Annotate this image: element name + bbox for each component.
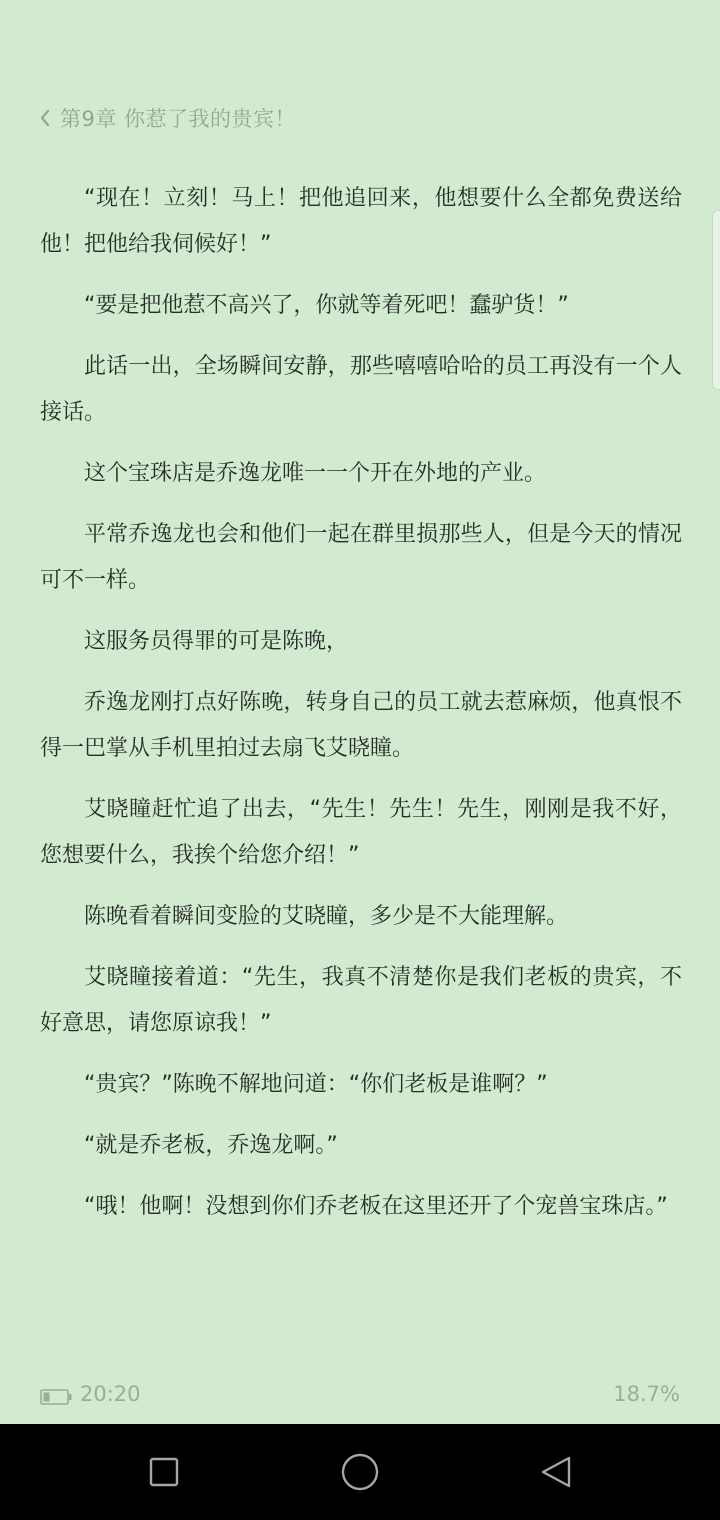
paragraph: 艾晓瞳赶忙追了出去，“先生！先生！先生，刚刚是我不好，您想要什么，我挨个给您介绍！” (40, 797, 682, 868)
chapter-content (40, 176, 682, 1245)
scroll-handle[interactable] (712, 210, 720, 390)
paragraph: 平常乔逸龙也会和他们一起在群里损那些人，但是今天的情况可不一样。 (40, 522, 682, 593)
paragraph: 这个宝珠店是乔逸龙唯一一个开在外地的产业。 (84, 461, 547, 486)
paragraph: 艾晓瞳接着道：“先生，我真不清楚你是我们老板的贵宾，不好意思，请您原谅我！” (40, 965, 682, 1036)
paragraph: 乔逸龙刚打点好陈晚，转身自己的员工就去惹麻烦，他真恨不得一巴掌从手机里拍过去扇飞艾晓瞳。 (40, 690, 682, 761)
paragraph: “哦！他啊！没想到你们乔老板在这里还开了个宠兽宝珠店。” (84, 1194, 668, 1219)
paragraph: “贵宾？”陈晚不解地问道：“你们老板是谁啊？” (84, 1072, 548, 1097)
reading-progress: 18.7% (613, 1382, 680, 1406)
paragraph: “就是乔老板，乔逸龙啊。” (84, 1133, 338, 1158)
triangle-back-icon[interactable] (532, 1448, 580, 1496)
chevron-left-icon[interactable] (36, 106, 54, 130)
reader-status-bar (40, 1380, 680, 1408)
battery-low-icon (40, 1386, 72, 1402)
square-recents-icon[interactable] (140, 1448, 188, 1496)
status-left (40, 1382, 141, 1406)
circle-home-icon[interactable] (336, 1448, 384, 1496)
paragraph: “现在！立刻！马上！把他追回来，他想要什么全都免费送给他！把他给我伺候好！” (40, 186, 682, 257)
clock-time: 20:20 (80, 1382, 141, 1406)
paragraph: 这服务员得罪的可是陈晚， (84, 629, 349, 654)
paragraph: 此话一出，全场瞬间安静，那些嘻嘻哈哈的员工再没有一个人接话。 (40, 354, 682, 425)
chapter-title: 第9章 你惹了我的贵宾！ (60, 107, 297, 131)
paragraph: “要是把他惹不高兴了，你就等着死吧！蠢驴货！” (84, 293, 569, 318)
system-nav-bar (0, 1424, 720, 1520)
paragraph: 陈晚看着瞬间变脸的艾晓瞳，多少是不大能理解。 (84, 904, 569, 929)
chapter-header (36, 100, 296, 136)
